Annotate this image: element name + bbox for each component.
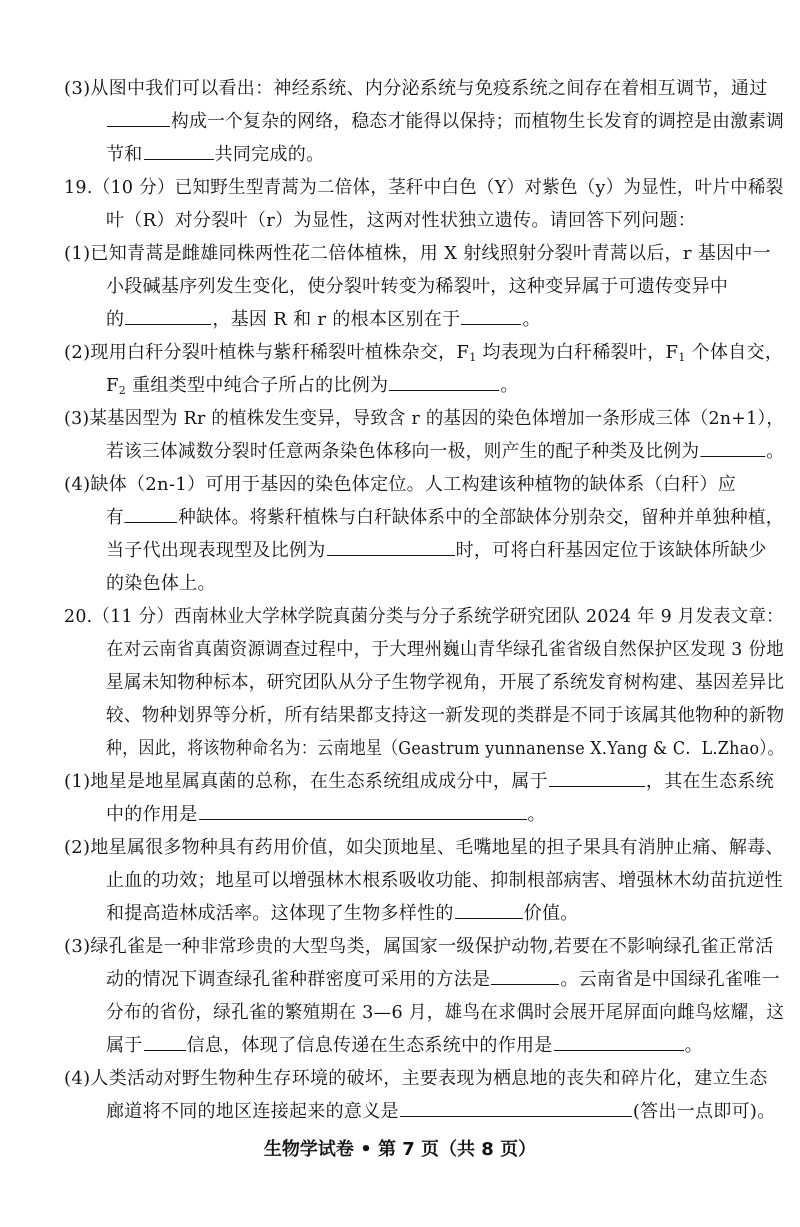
answer-blank[interactable] — [107, 110, 170, 127]
answer-blank[interactable] — [400, 1100, 632, 1117]
q20-p3-line4: 属于 信息，体现了信息传递在生态系统中的作用是 。 — [106, 1035, 703, 1056]
q20-p2-line3: 和提高造林成活率。这体现了生物多样性的 价值。 — [106, 903, 579, 924]
item-number: (4) — [64, 1068, 91, 1089]
item-number: (2) — [64, 837, 91, 858]
item-number: (3) — [64, 78, 91, 99]
q19-p4-line2: 有 种缺体。将紫秆植株与白秆缺体系中的全部缺体分别杂交，留种并单独种植， — [106, 507, 784, 528]
item-number: (2) — [64, 342, 91, 363]
page-footer: 生物学试卷 • 第 7 页（共 8 页） — [263, 1139, 537, 1160]
q20-p4-line2: 廊道将不同的地区连接起来的意义是 (答出一点即可)。 — [106, 1101, 776, 1122]
item-number: (4) — [64, 474, 91, 495]
q19-p3-line2: 若该三体减数分裂时任意两条染色体移向一极，则产生的配子种类及比例为 。 — [106, 441, 785, 462]
q19-p4-line4: 的染色体上。 — [106, 573, 216, 594]
q20-p1-line1: (1)地星是地星属真菌的总称，在生态系统组成成分中，属于 ，其在生态系统 — [64, 771, 775, 792]
answer-blank[interactable] — [491, 968, 559, 985]
item-number: (3) — [64, 408, 90, 429]
answer-blank[interactable] — [549, 770, 645, 787]
q19-p3-line1: (3)某基因型为 Rr 的植株发生变异，导致含 r 的基因的染色体增加一条形成三体（2n+1）， — [64, 408, 785, 429]
q20-heading-line4: 较、物种划界等分析，所有结果都支持这一新发现的类群是不同于该属其他物种的新物 — [106, 705, 785, 726]
q20-heading-line2: 在对云南省真菌资源调查过程中，于大理州巍山青华绿孔雀省级自然保护区发现 3 份地 — [106, 639, 784, 660]
q19-heading-line2: 叶（R）对分裂叶（r）为显性，这两对性状独立遗传。请回答下列问题： — [106, 210, 697, 231]
answer-blank[interactable] — [327, 539, 455, 556]
item-number: (1) — [64, 243, 91, 264]
q19-p4-line3: 当子代出现表现型及比例为 时，可将白秆基因定位于该缺体所缺少 — [106, 540, 767, 561]
q18-p3-line2: 构成一个复杂的网络，稳态才能得以保持；而植物生长发育的调控是由激素调 — [106, 110, 784, 134]
q20-p2-line2: 止血的功效；地星可以增强林木根系吸收功能、抑制根部病害、增强林木幼苗抗逆性 — [106, 870, 784, 891]
q19-p4-line1: (4)缺体（2n-1）可用于基因的染色体定位。人工构建该种植物的缺体系（白秆）应 — [64, 474, 737, 495]
q20-heading-line5: 种，因此，将该物种命名为：云南地星（Geastrum yunnanense X.Yang & C．L.Zhao）。 — [106, 738, 784, 759]
q19-p2-line2: $F_2$ 重组类型中纯合子所占的比例为 。 — [106, 375, 519, 397]
q20-p3-line3: 分布的省份，绿孔雀的繁殖期在 3—6 月，雄鸟在求偶时会展开尾屏面向雌鸟炫耀，这 — [106, 1002, 785, 1023]
q19-heading-line1: 19.（10 分）已知野生型青蒿为二倍体，茎秆中白色（Y）对紫色（y）为显性，叶片中稀裂 — [64, 177, 784, 198]
q20-heading-line1: 20.（11 分）西南林业大学林学院真菌分类与分子系统学研究团队 2024 年 9 月发表文章： — [64, 606, 784, 627]
q19-p1-line2: 小段碱基序列发生变化，使分裂叶转变为稀裂叶，这种变异属于可遗传变异中 — [106, 276, 729, 297]
answer-blank[interactable] — [700, 440, 765, 457]
q19-p1-line1: (1)已知青蒿是雌雄同株两性花二倍体植株，用 X 射线照射分裂叶青蒿以后，r 基因中一 — [64, 243, 771, 264]
q20-p4-line1: (4)人类活动对野生物种生存环境的破坏，主要表现为栖息地的丧失和碎片化，建立生态 — [64, 1068, 768, 1089]
answer-blank[interactable] — [554, 1034, 684, 1051]
q20-p3-line1: (3)绿孔雀是一种非常珍贵的大型鸟类，属国家一级保护动物,若要在不影响绿孔雀正常活 — [64, 936, 774, 957]
answer-blank[interactable] — [125, 506, 178, 523]
answer-blank[interactable] — [144, 143, 214, 160]
answer-blank[interactable] — [125, 308, 211, 325]
q20-p1-line2: 中的作用是 。 — [106, 804, 546, 825]
q20-p2-line1: (2)地星属很多物种具有药用价值，如尖顶地星、毛嘴地星的担子果具有消肿止痛、解毒、 — [64, 837, 784, 858]
q18-p3-line3: 节和 共同完成的。 — [106, 144, 325, 165]
item-number: (1) — [64, 771, 91, 792]
answer-blank[interactable] — [199, 803, 527, 820]
q19-p2-line1: (2)现用白秆分裂叶植株与紫秆稀裂叶植株杂交，$F_1$ 均表现为白秆稀裂叶，$F_1$ 个体自交， — [64, 342, 784, 364]
item-number: (3) — [64, 936, 91, 957]
answer-blank[interactable] — [389, 374, 499, 391]
answer-blank[interactable] — [461, 308, 521, 325]
answer-blank[interactable] — [144, 1034, 186, 1051]
q19-p1-line3: 的 ，基因 R 和 r 的根本区别在于 。 — [106, 309, 541, 330]
q20-heading-line3: 星属未知物种标本，研究团队从分子生物学视角，开展了系统发育树构建、基因差异比 — [106, 672, 785, 693]
q18-p3-line1: (3)从图中我们可以看出：神经系统、内分泌系统与免疫系统之间存在着相互调节，通过 — [64, 78, 768, 99]
q20-p3-line2: 动的情况下调查绿孔雀种群密度可采用的方法是 。云南省是中国绿孔雀唯一 — [106, 969, 780, 990]
answer-blank[interactable] — [455, 902, 523, 919]
